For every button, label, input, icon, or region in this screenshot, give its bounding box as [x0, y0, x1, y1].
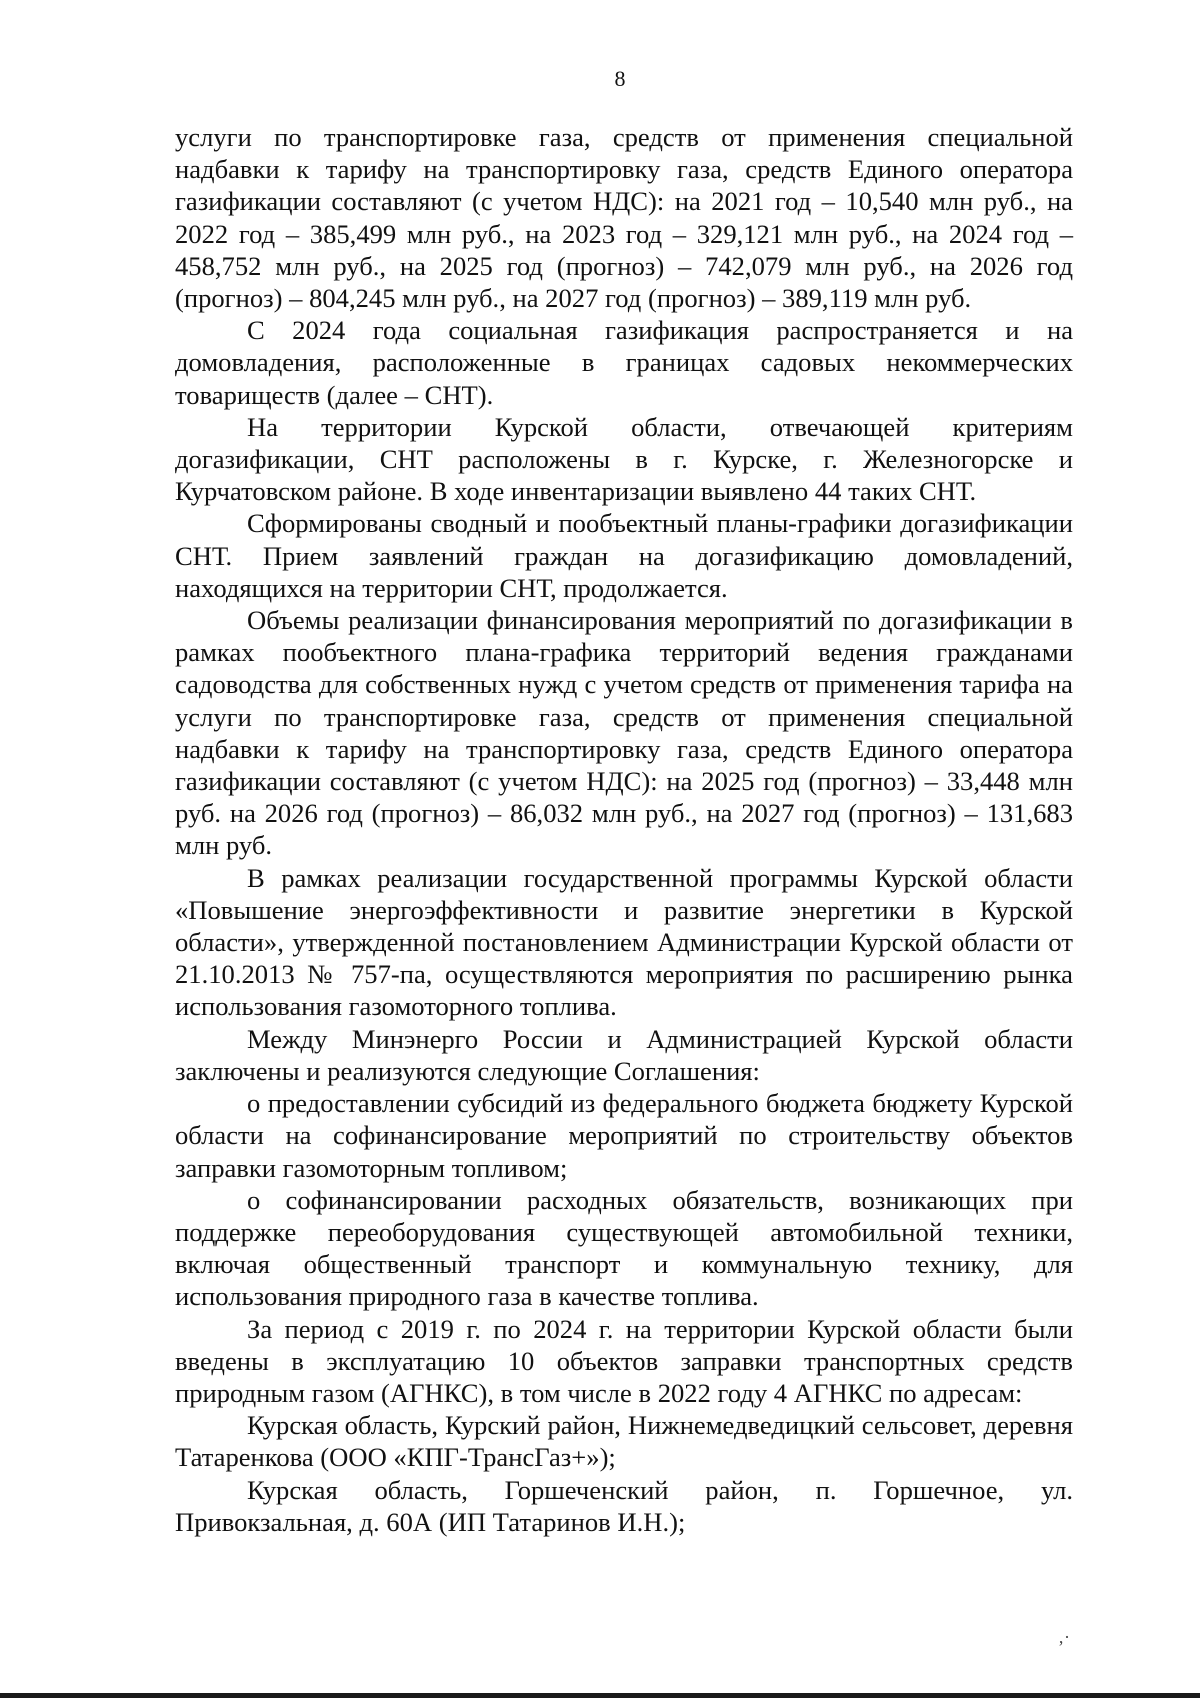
paragraph-2: С 2024 года социальная газификация распространяется и на домовладения, расположенные в границах садовых некоммерческих товариществ (далее – СНТ). [175, 315, 1073, 410]
paragraph-10: За период с 2019 г. по 2024 г. на территории Курской области были введены в эксплуатацию 10 объектов заправки транспортных средств природным газом (АГНКС), в том числе в 2022 году 4 АГНКС по адресам: [175, 1313, 1073, 1408]
paragraph-7: Между Минэнерго России и Администрацией Курской области заключены и реализуются следующие Соглашения: [175, 1023, 1073, 1086]
document-body [175, 121, 1073, 1538]
paragraph-3: На территории Курской области, отвечающей критериям догазификации, СНТ расположены в г. Курске, г. Железногорске и Курчатовском районе. В ходе инвентаризации выявлено 44 таких СНТ. [175, 411, 1073, 507]
paragraph-11: Курская область, Курский район, Нижнемедведицкий сельсовет, деревня Татаренкова (ООО «КПГ-ТрансГаз+»); [175, 1410, 1073, 1473]
paragraph-12: Курская область, Горшеченский район, п. Горшечное, ул. Привокзальная, д. 60А (ИП Татаринов И.Н.); [175, 1474, 1073, 1537]
paragraph-1: услуги по транспортировке газа, средств от применения специальной надбавки к тарифу на транспортировку газа, средств Единого оператора газификации составляют (с учетом НДС): на 2021 год – 10,540 млн руб., на 2022 год – 385,499 млн руб., на 2023 год – 329,121 млн руб., на 2024 год – 458,752 млн руб., на 2025 год (прогноз) – 742,079 млн руб., на 2026 год (прогноз) – 804,245 млн руб., на 2027 год (прогноз) – 389,119 млн руб. [175, 122, 1073, 314]
page-bottom-border [0, 1693, 1200, 1698]
page-number: 8 [614, 66, 626, 91]
scan-artifact: ‚· [1058, 1627, 1070, 1647]
paragraph-5: Объемы реализации финансирования мероприятий по догазификации в рамках пообъектного плана-графика территорий ведения гражданами садоводства для собственных нужд с учетом средств от применения тарифа на услуги по транспортировке газа, средств от применения специальной надбавки к тарифу на транспортировку газа, средств Единого оператора газификации составляют (с учетом НДС): на 2025 год (прогноз) – 33,448 млн руб. на 2026 год (прогноз) – 86,032 млн руб., на 2027 год (прогноз) – 131,683 млн руб. [175, 605, 1073, 861]
paragraph-6: В рамках реализации государственной программы Курской области «Повышение энергоэффективности и развитие энергетики в Курской области», утвержденной постановлением Администрации Курской области от 21.10.2013 № 757-па, осуществляются мероприятия по расширению рынка использования газомоторного топлива. [175, 862, 1073, 1022]
paragraph-4: Сформированы сводный и пообъектный планы-графики догазификации СНТ. Прием заявлений граждан на догазификацию домовладений, находящихся на территории СНТ, продолжается. [175, 508, 1073, 603]
paragraph-9: о софинансировании расходных обязательств, возникающих при поддержке переоборудования существующей автомобильной техники, включая общественный транспорт и коммунальную технику, для использования природного газа в качестве топлива. [175, 1184, 1073, 1312]
paragraph-8: о предоставлении субсидий из федерального бюджета бюджету Курской области на софинансирование мероприятий по строительству объектов заправки газомоторным топливом; [175, 1088, 1073, 1183]
